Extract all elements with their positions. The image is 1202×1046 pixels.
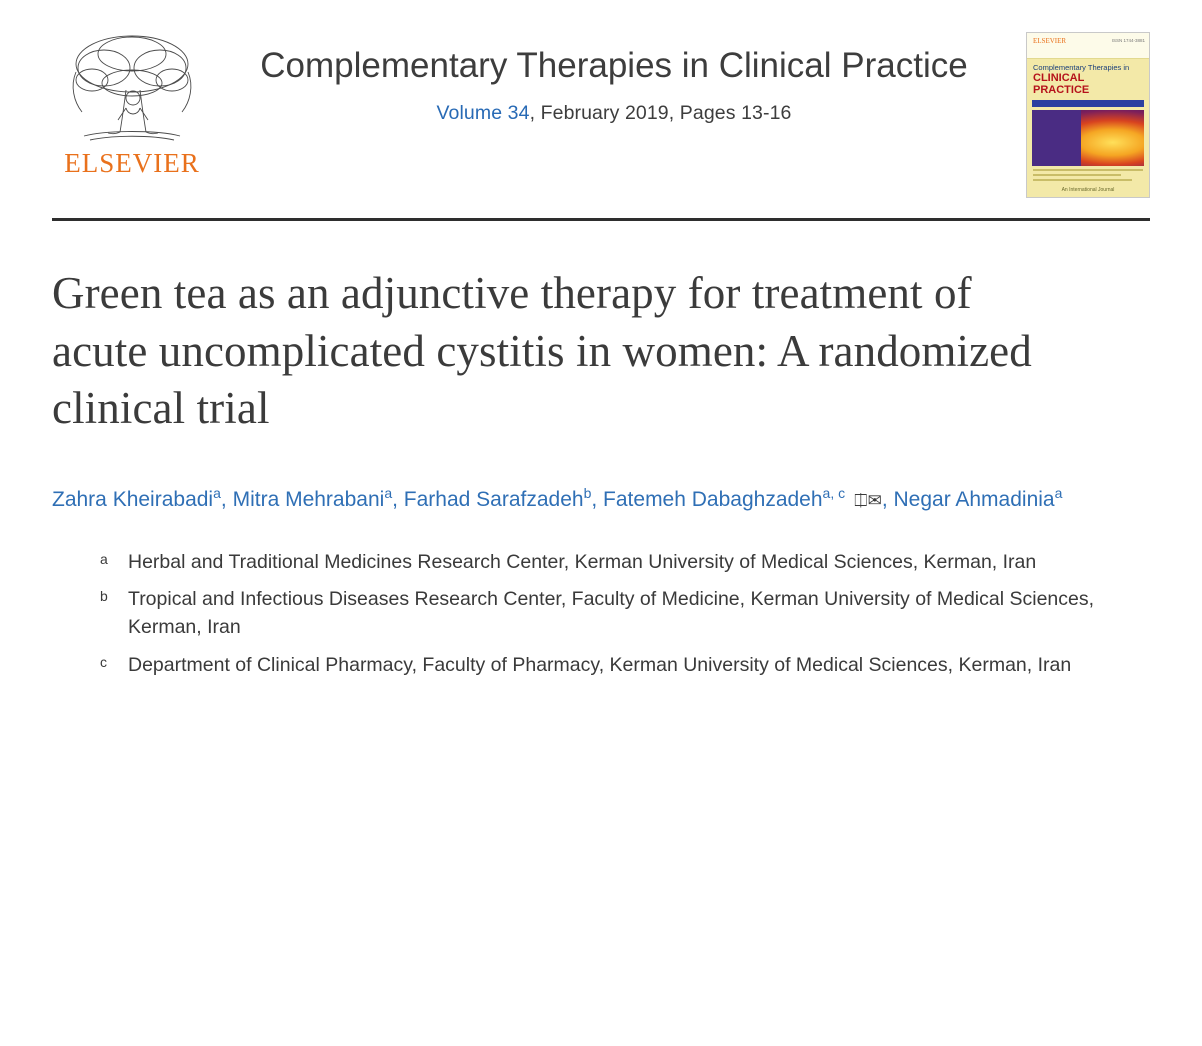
cover-footer: An International Journal bbox=[1061, 187, 1115, 193]
affiliation-mark: b bbox=[100, 588, 108, 605]
author-item[interactable] bbox=[52, 484, 221, 511]
author-separator: , bbox=[881, 487, 894, 511]
affiliation-text: Herbal and Traditional Medicines Research Center, Kerman University of Medical Sciences, Kerman, Iran bbox=[128, 550, 1037, 573]
author-item[interactable] bbox=[893, 484, 1063, 511]
affiliation-mark: c bbox=[100, 653, 107, 670]
cover-title-line2: CLINICAL PRACTICE bbox=[1033, 72, 1090, 96]
affiliation-mark: a bbox=[100, 550, 108, 567]
author-separator: , bbox=[220, 487, 233, 511]
author-name[interactable]: Zahra Kheirabadi bbox=[52, 487, 214, 511]
affiliation-item bbox=[100, 549, 1112, 577]
cover-artwork bbox=[1032, 110, 1144, 166]
author-affiliation-mark: b bbox=[583, 484, 592, 501]
author-item[interactable] bbox=[603, 484, 846, 511]
watermark-subtext: MEDPEER.CN bbox=[1038, 1009, 1142, 1021]
author-name[interactable]: Negar Ahmadinia bbox=[893, 487, 1055, 511]
article-title: Green tea as an adjunctive therapy for treatment of acute uncomplicated cystitis in women: A randomized clinical trial bbox=[52, 268, 1032, 434]
volume-rest: , February 2019, Pages 13-16 bbox=[529, 101, 792, 124]
person-icon[interactable]: ⎅ bbox=[853, 490, 868, 510]
author-list bbox=[52, 482, 1072, 517]
author-name[interactable]: Mitra Mehrabani bbox=[232, 487, 385, 511]
elsevier-tree-icon bbox=[56, 28, 208, 148]
header-divider bbox=[52, 218, 1150, 221]
author-item[interactable] bbox=[403, 484, 592, 511]
cover-accent-bar bbox=[1032, 100, 1144, 107]
author-affiliation-mark: a bbox=[384, 484, 393, 501]
cover-text-lines bbox=[1033, 169, 1143, 181]
envelope-icon[interactable]: ✉ bbox=[867, 490, 882, 510]
cover-publisher-mark: ELSEVIER bbox=[1033, 37, 1067, 45]
affiliation-text: Department of Clinical Pharmacy, Faculty of Pharmacy, Kerman University of Medical Sciences, Kerman, Iran bbox=[128, 653, 1072, 676]
author-separator: , bbox=[591, 487, 604, 511]
affiliation-text: Tropical and Infectious Diseases Research Center, Faculty of Medicine, Kerman University of Medical Sciences, Kerman, Iran bbox=[128, 588, 1095, 639]
author-affiliation-mark: a, c bbox=[822, 484, 846, 501]
watermark-logo-icon bbox=[970, 968, 1026, 1024]
author-item[interactable] bbox=[232, 484, 393, 511]
affiliation-item bbox=[100, 586, 1112, 641]
journal-info bbox=[212, 24, 1016, 125]
journal-cover-thumbnail[interactable] bbox=[1026, 32, 1150, 198]
journal-title[interactable]: Complementary Therapies in Clinical Practice bbox=[260, 46, 968, 85]
author-name[interactable]: Farhad Sarafzadeh bbox=[403, 487, 584, 511]
volume-line bbox=[212, 102, 1016, 125]
author-separator: , bbox=[392, 487, 404, 511]
cover-title-line1: Complementary Therapies in bbox=[1033, 63, 1130, 72]
volume-link[interactable]: Volume 34 bbox=[436, 101, 530, 124]
author-name[interactable]: Fatemeh Dabaghzadeh bbox=[603, 487, 823, 511]
author-affiliation-mark: a bbox=[1054, 484, 1063, 501]
cover-issn: ISSN 1744-3881 bbox=[1111, 38, 1145, 43]
elsevier-wordmark: ELSEVIER bbox=[64, 148, 200, 178]
affiliation-item bbox=[100, 652, 1112, 680]
elsevier-logo[interactable] bbox=[52, 24, 212, 177]
author-affiliation-mark: a bbox=[213, 484, 221, 501]
watermark-text: 医咖会 bbox=[1038, 969, 1146, 1007]
cover-top-bar bbox=[1027, 33, 1149, 59]
journal-header bbox=[52, 0, 1150, 200]
affiliation-list bbox=[52, 549, 1112, 680]
watermark bbox=[970, 968, 1146, 1024]
